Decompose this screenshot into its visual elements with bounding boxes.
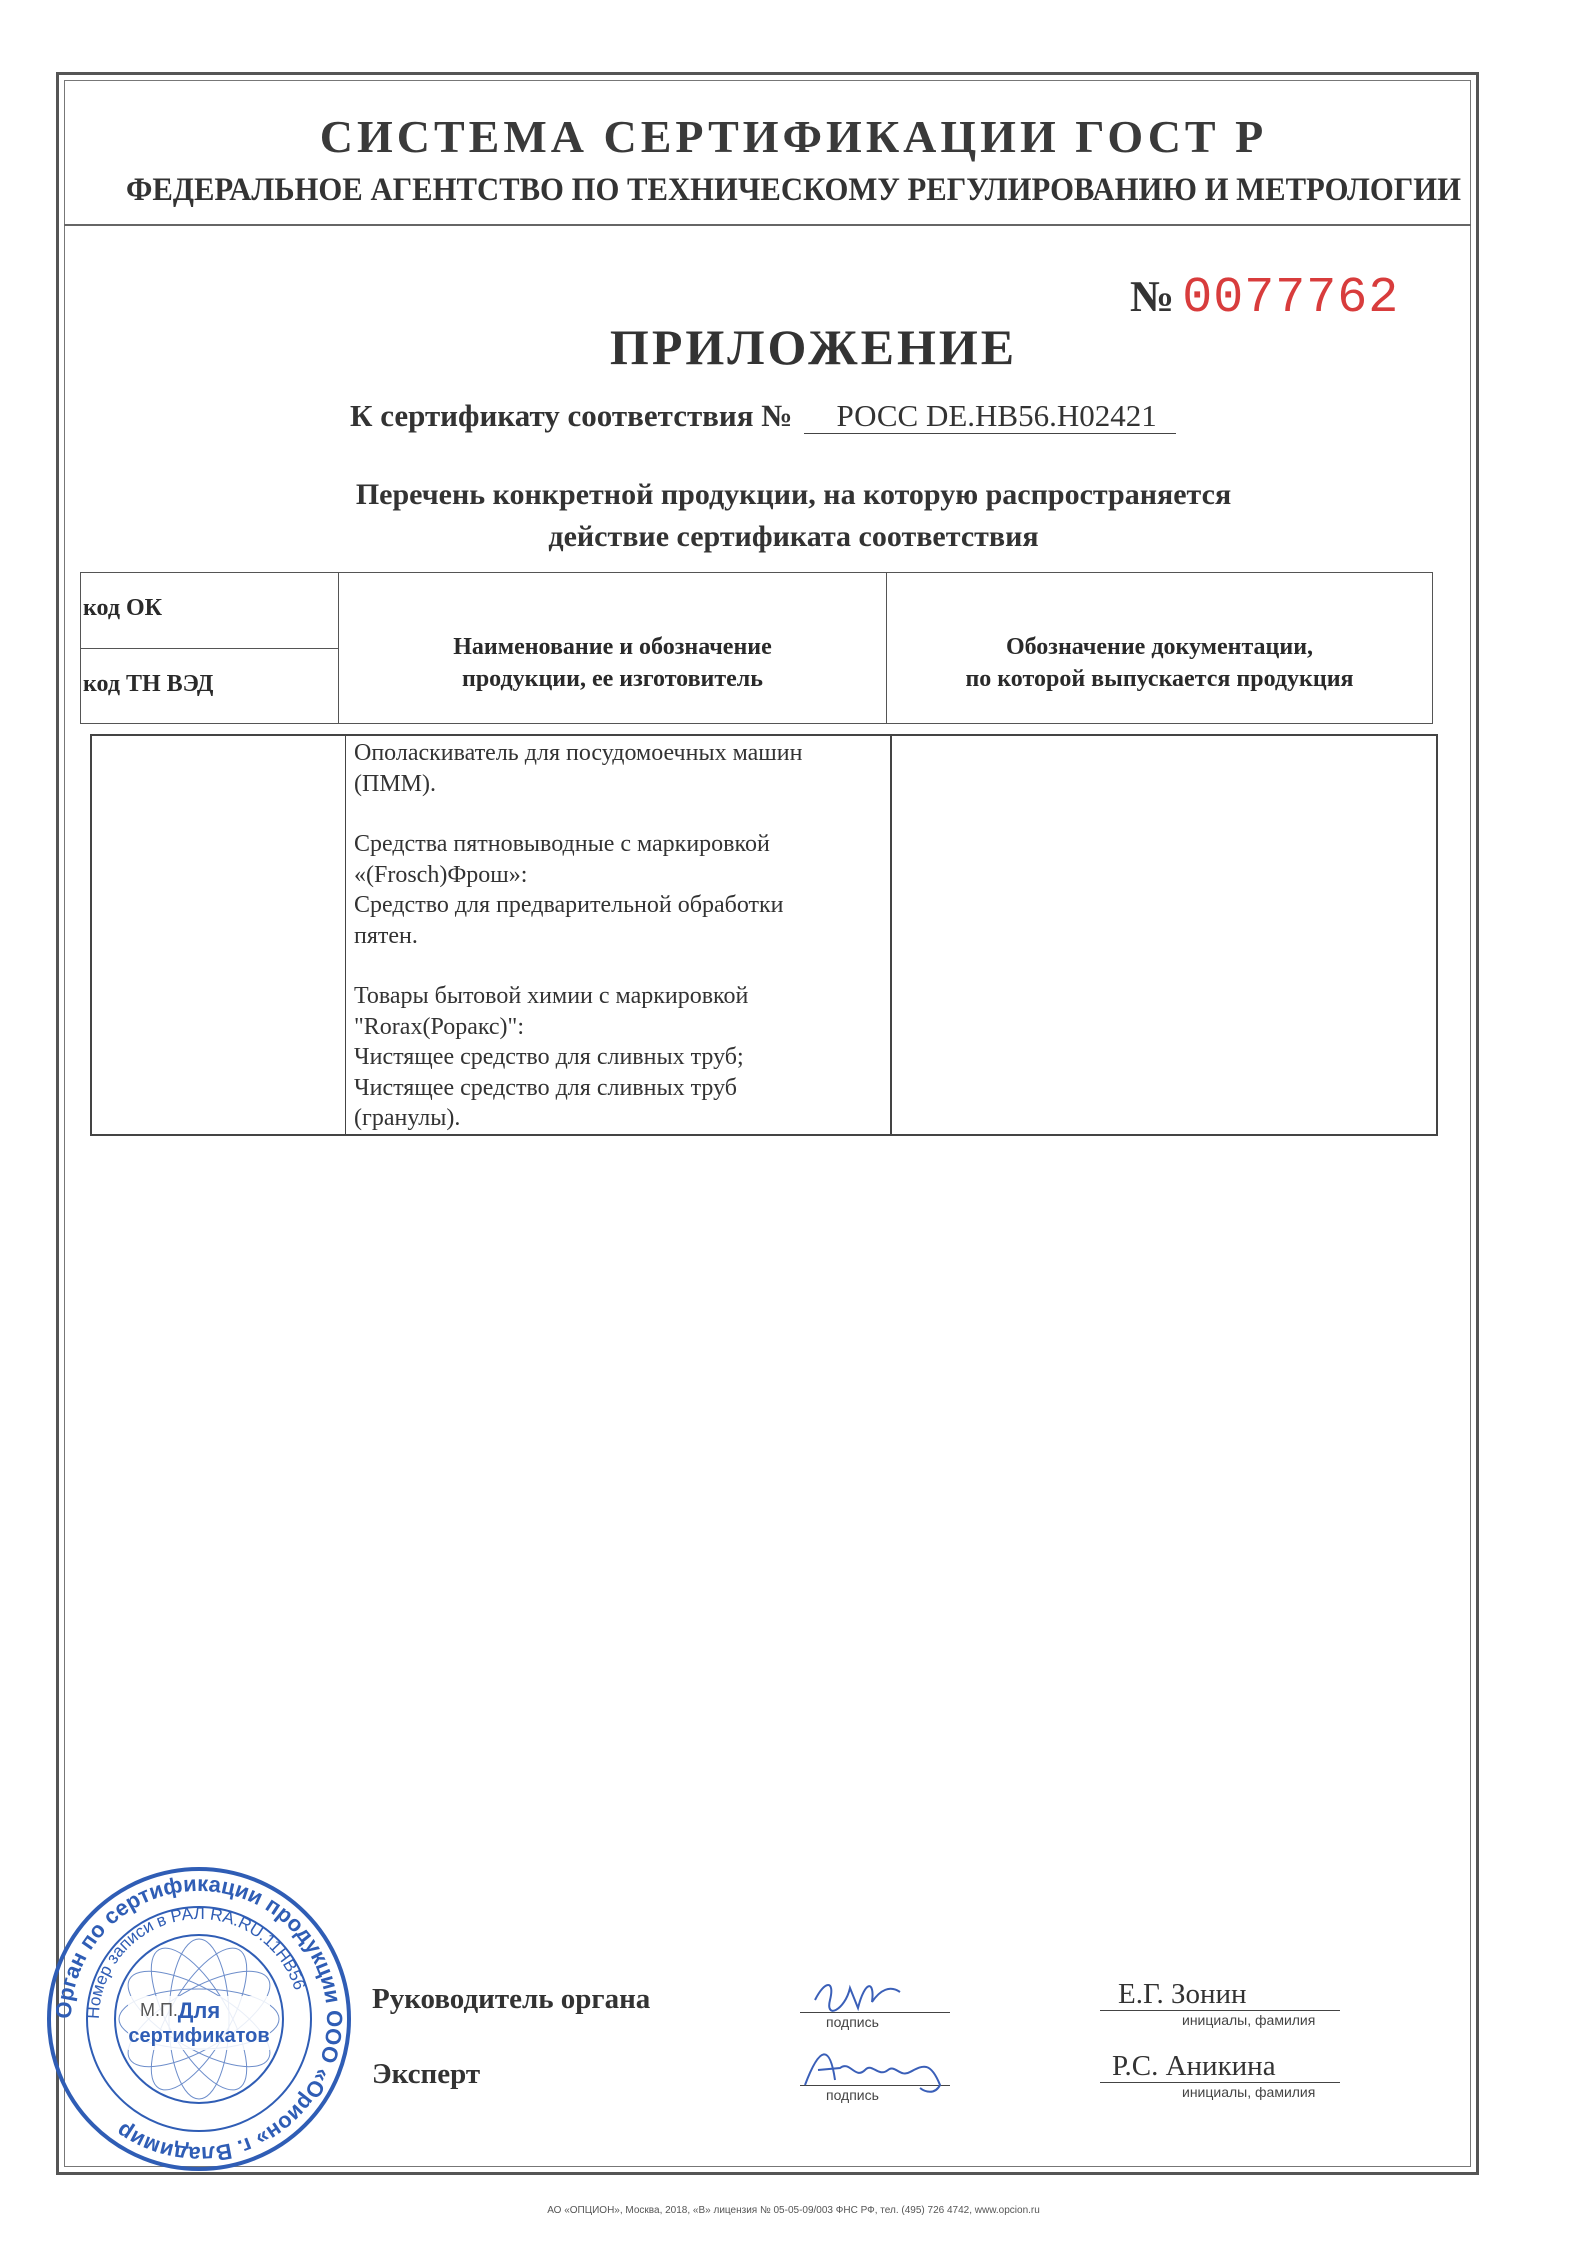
stamp-center-line1: Для bbox=[177, 1998, 221, 2023]
header-docs-cell bbox=[887, 573, 1432, 723]
product-line: Товары бытовой химии с маркировкой bbox=[354, 983, 749, 1009]
cert-prefix: К сертификату соответствия № bbox=[350, 398, 793, 433]
header-divider bbox=[64, 224, 1471, 226]
list-title-line2: действие сертификата соответствия bbox=[548, 520, 1039, 553]
page-title: ПРИЛОЖЕНИЕ bbox=[609, 319, 1018, 375]
list-title-line1: Перечень конкретной продукции, на которую распространяется bbox=[355, 478, 1232, 511]
codes-divider bbox=[81, 648, 339, 649]
table-header bbox=[80, 572, 1433, 724]
stamp-outer-text: Орган по сертификации продукции ООО «Орион» г. Владимир bbox=[50, 1870, 348, 2168]
agency-title: ФЕДЕРАЛЬНОЕ АГЕНТСТВО ПО ТЕХНИЧЕСКОМУ РЕГУЛИРОВАНИЮ И МЕТРОЛОГИИ bbox=[126, 172, 1461, 208]
head-label: Руководитель органа bbox=[372, 1983, 651, 2015]
head-name-line bbox=[1100, 2010, 1340, 2011]
product-line: Средство для предварительной обработки bbox=[354, 892, 784, 918]
kod-tn-ved-label: код ТН ВЭД bbox=[83, 671, 214, 697]
product-line: (гранулы). bbox=[354, 1105, 461, 1131]
product-line: Чистящее средство для сливных труб bbox=[354, 1074, 737, 1101]
stamp-place-label: М.П. bbox=[140, 2000, 178, 2020]
expert-signature-caption: подпись bbox=[826, 2087, 879, 2103]
expert-label: Эксперт bbox=[372, 2058, 481, 2090]
table-body bbox=[90, 734, 1438, 1136]
number-sign: № bbox=[1130, 272, 1175, 321]
certification-stamp bbox=[42, 1862, 356, 2176]
product-line: пятен. bbox=[354, 922, 418, 949]
product-line: (ПММ). bbox=[354, 770, 436, 797]
cert-number: РОСС DE.НВ56.Н02421 bbox=[804, 399, 1176, 434]
col2-line1: Наименование и обозначение bbox=[453, 634, 772, 660]
expert-name: Р.С. Аникина bbox=[1112, 2050, 1276, 2082]
product-cell bbox=[346, 736, 892, 1134]
head-name: Е.Г. Зонин bbox=[1118, 1978, 1247, 2010]
header-product-cell bbox=[339, 573, 887, 723]
expert-name-line bbox=[1100, 2082, 1340, 2083]
head-signature-icon bbox=[810, 1970, 920, 2020]
stamp-inner-text: Номер записи в РАЛ RA.RU.11НВ56 bbox=[83, 1903, 310, 2020]
expert-signature-icon bbox=[800, 2040, 960, 2100]
product-line: "Rorax(Роракс)": bbox=[354, 1013, 525, 1040]
cert-reference bbox=[350, 398, 1176, 434]
expert-name-caption: инициалы, фамилия bbox=[1182, 2084, 1316, 2100]
list-title bbox=[0, 474, 1587, 558]
footer-imprint: АО «ОПЦИОН», Москва, 2018, «В» лицензия № 05-05-09/003 ФНС РФ, тел. (495) 726 4742, www.opcion.ru bbox=[547, 2205, 1040, 2216]
number-value: 0077762 bbox=[1182, 270, 1400, 327]
product-line: Средства пятновыводные с маркировкой bbox=[354, 831, 770, 857]
kod-ok-label: код ОК bbox=[83, 595, 163, 621]
header-codes-cell bbox=[81, 573, 339, 723]
codes-cell bbox=[92, 736, 346, 1134]
system-title: СИСТЕМА СЕРТИФИКАЦИИ ГОСТ Р bbox=[319, 111, 1268, 162]
col3-line1: Обозначение документации, bbox=[1005, 634, 1314, 660]
stamp-center-line2: сертификатов bbox=[128, 2025, 270, 2047]
product-line: Ополаскиватель для посудомоечных машин bbox=[354, 740, 803, 766]
col3-line2: по которой выпускается продукция bbox=[965, 666, 1354, 692]
col2-line2: продукции, ее изготовитель bbox=[462, 666, 763, 692]
product-line: Чистящее средство для сливных труб; bbox=[354, 1044, 744, 1070]
docs-cell bbox=[892, 736, 1436, 1134]
head-signature-caption: подпись bbox=[826, 2014, 879, 2030]
product-line: «(Frosch)Фрош»: bbox=[354, 861, 528, 888]
head-name-caption: инициалы, фамилия bbox=[1182, 2012, 1316, 2028]
